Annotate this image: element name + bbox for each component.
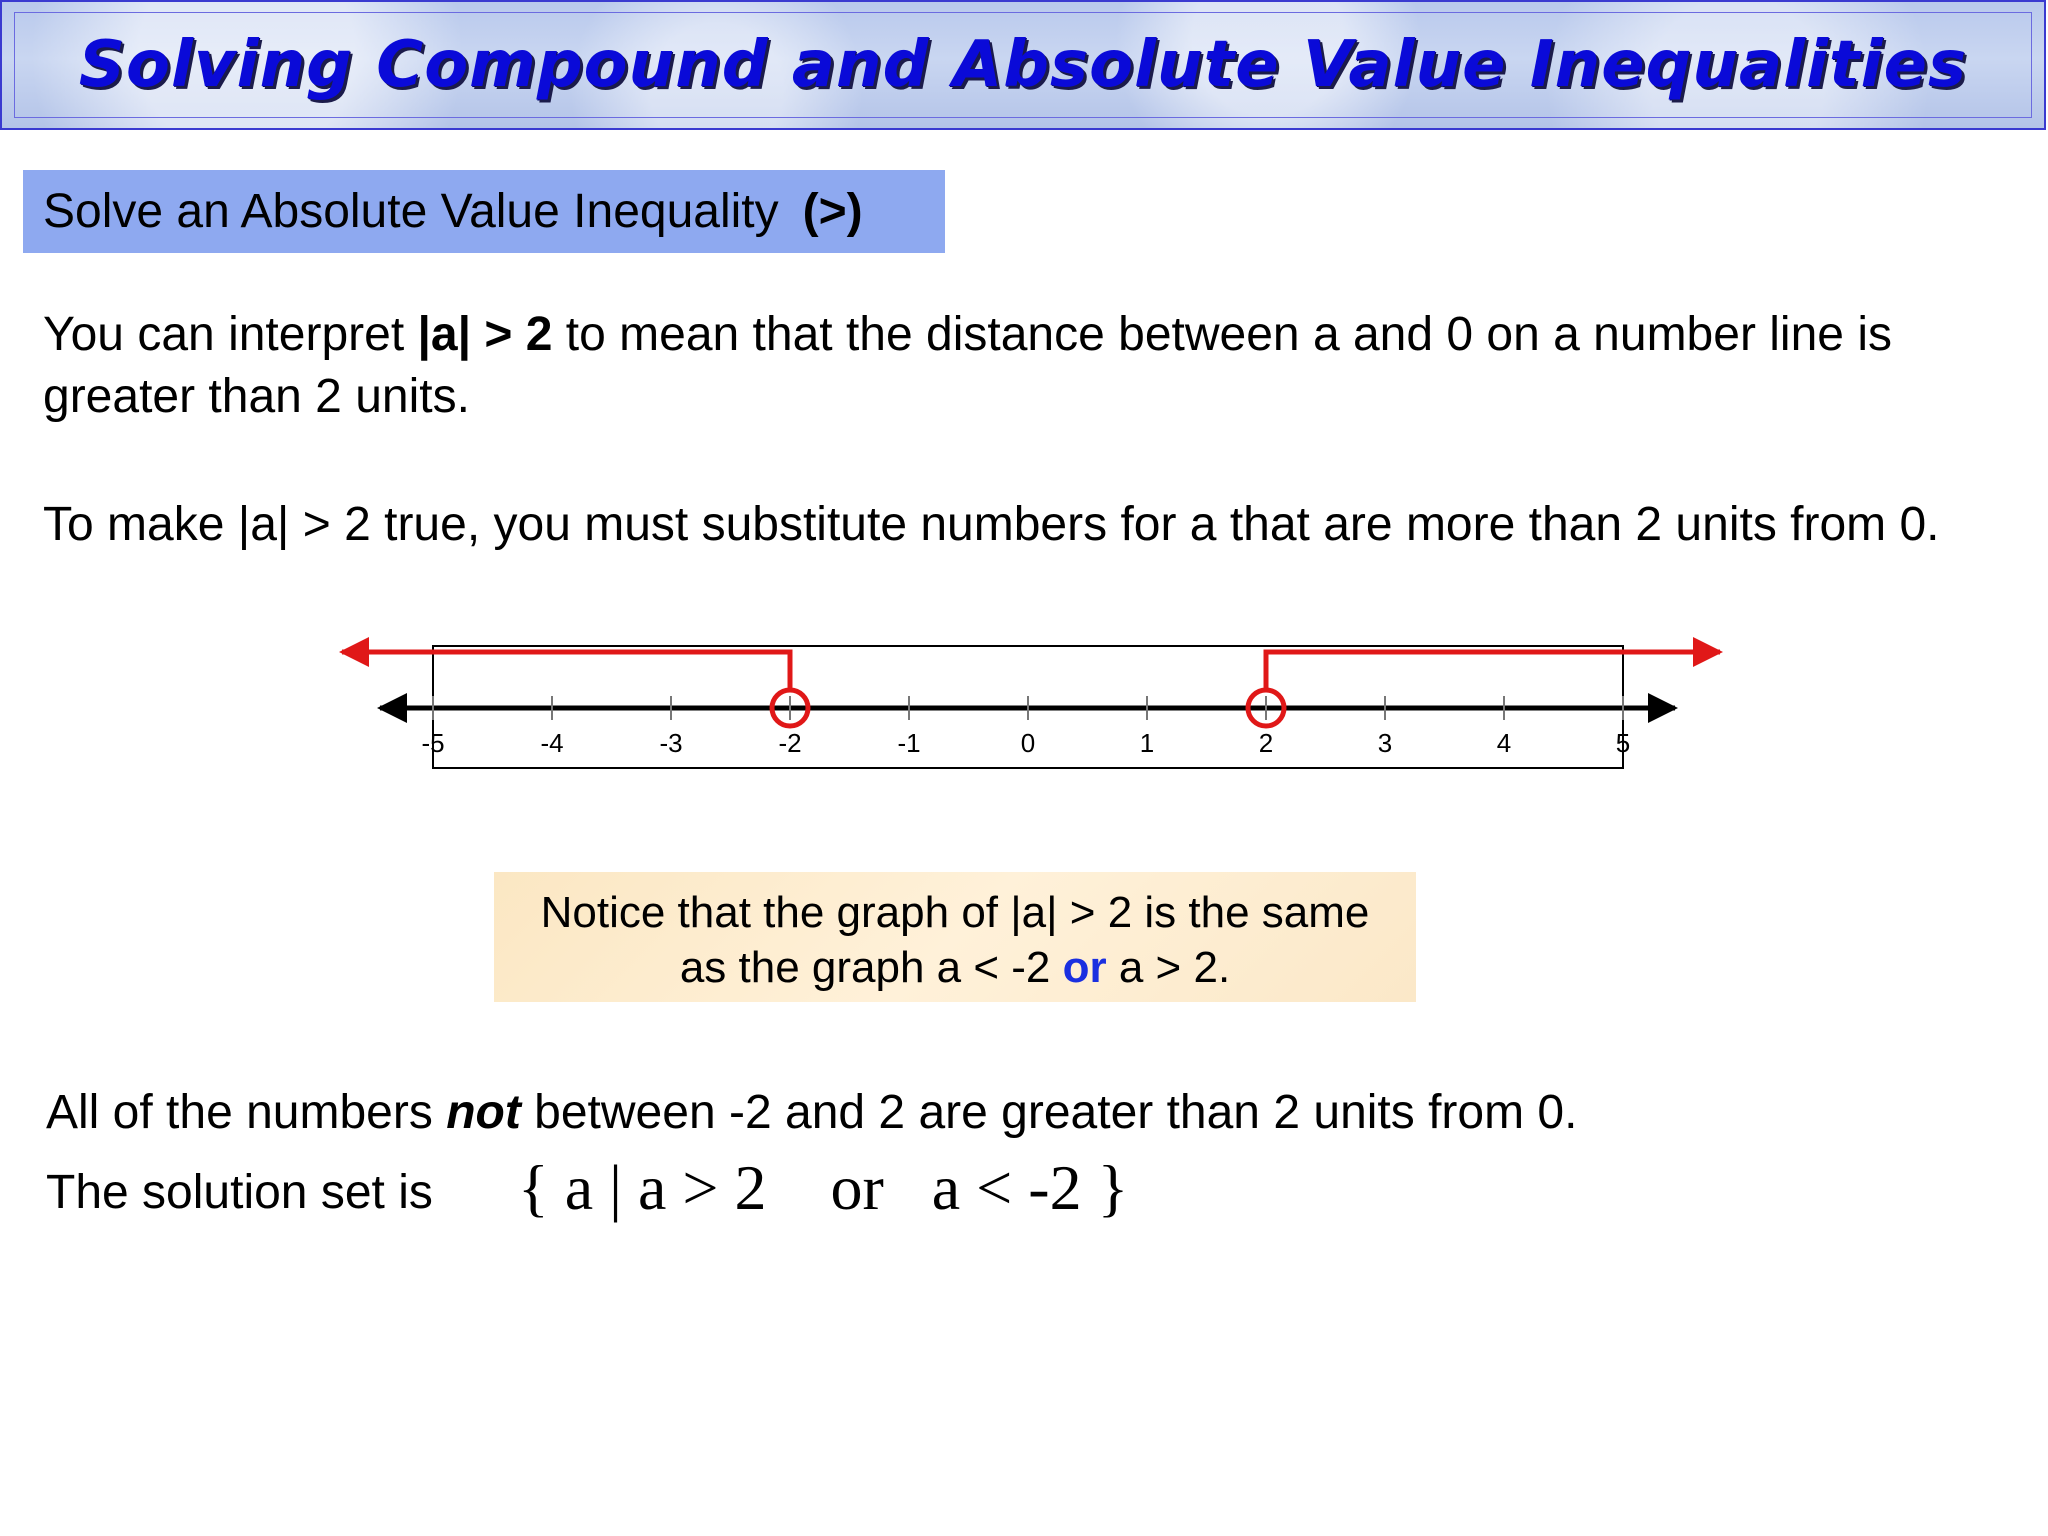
tick-label: -1 xyxy=(897,728,921,758)
solution-ray-right xyxy=(1266,652,1720,690)
notice-line2-pre: as the graph a < -2 xyxy=(679,943,1063,992)
tick-label: 5 xyxy=(1615,728,1631,758)
paragraph-substitution: To make |a| > 2 true, you must substitute numbers for a that are more than 2 units from 0. xyxy=(43,498,1940,551)
conclusion-line xyxy=(46,1082,1577,1144)
tick-label: 3 xyxy=(1377,728,1393,758)
tick-label: -4 xyxy=(540,728,564,758)
paragraph1-pre: You can interpret xyxy=(43,308,418,361)
notice-line2-post: a > 2. xyxy=(1118,943,1231,992)
number-line-figure xyxy=(330,630,1750,790)
tick-label: 0 xyxy=(1020,728,1036,758)
section-heading xyxy=(23,170,945,253)
page-title: Solving Compound and Absolute Value Inequalities xyxy=(78,28,1968,102)
number-line-svg xyxy=(330,630,1750,790)
tick-label: -5 xyxy=(421,728,445,758)
notice-line2 xyxy=(494,940,1416,995)
conclusion-emphasis: not xyxy=(446,1086,521,1139)
tick-label: 1 xyxy=(1139,728,1155,758)
title-banner xyxy=(0,0,2046,130)
solution-label: The solution set is xyxy=(46,1166,433,1219)
section-heading-symbol: (>) xyxy=(802,185,863,238)
paragraph1-expression: |a| > 2 xyxy=(417,308,553,361)
tick-label: -3 xyxy=(659,728,683,758)
paragraph-distance-interpretation xyxy=(43,304,2003,428)
solution-set-expression: { a | a > 2 or a < -2 } xyxy=(518,1152,1129,1223)
tick-label: 2 xyxy=(1258,728,1274,758)
conclusion-post: between -2 and 2 are greater than 2 units from 0. xyxy=(520,1086,1578,1139)
notice-or: or xyxy=(1062,943,1107,992)
section-heading-text: Solve an Absolute Value Inequality xyxy=(43,185,779,238)
conclusion-pre: All of the numbers xyxy=(46,1086,447,1139)
tick-label: -2 xyxy=(778,728,802,758)
tick-label: 4 xyxy=(1496,728,1512,758)
paragraph1-post: to mean that the distance between a and 0 on a number line is greater than 2 units. xyxy=(43,308,1892,423)
notice-line1: Notice that the graph of |a| > 2 is the same xyxy=(540,888,1370,937)
solution-ray-left xyxy=(342,652,790,690)
notice-box xyxy=(494,872,1416,1002)
